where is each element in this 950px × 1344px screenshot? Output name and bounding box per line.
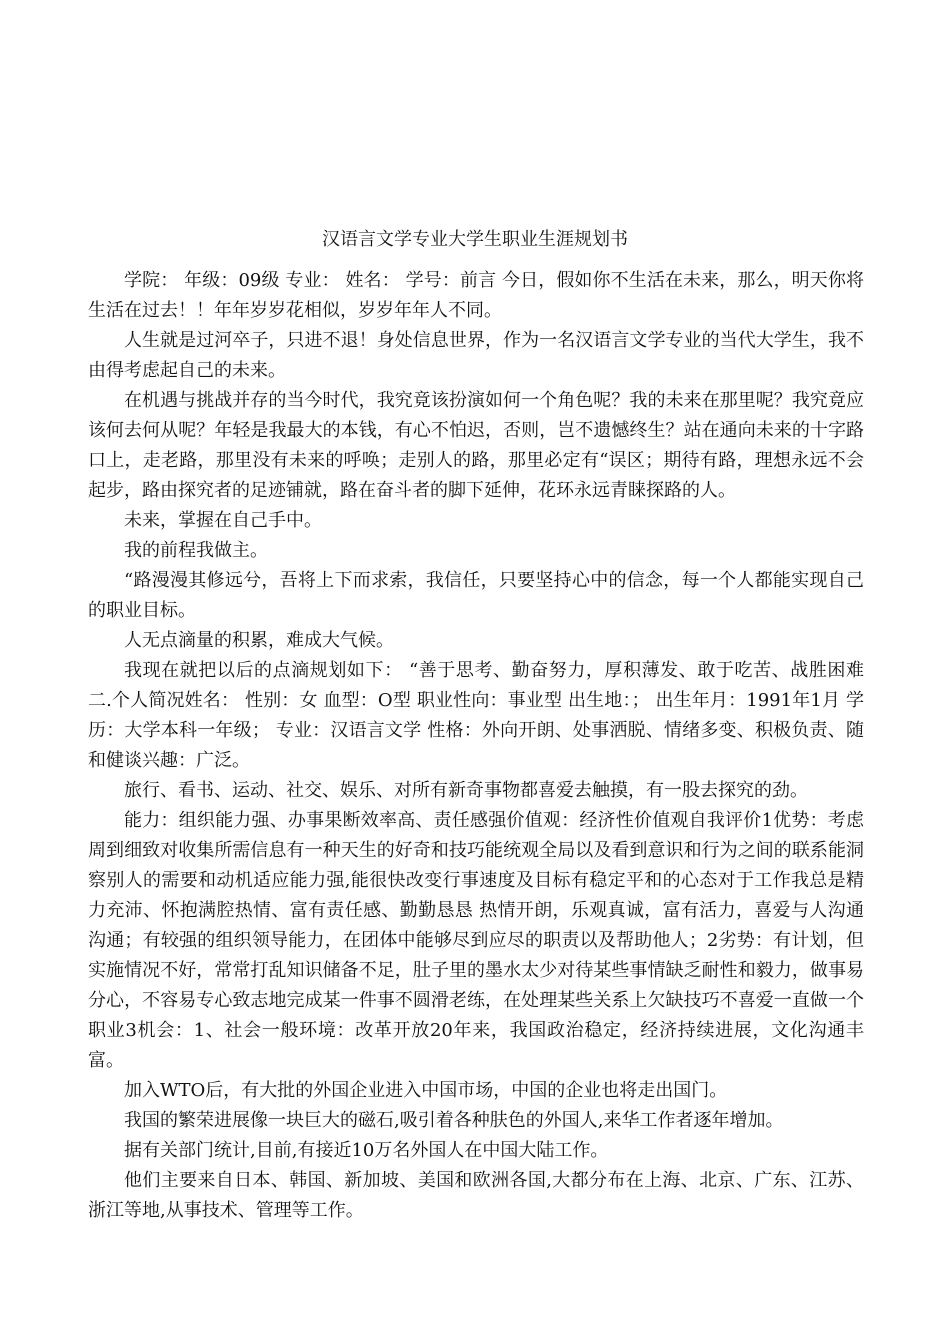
document-title: 汉语言文学专业大学生职业生涯规划书 [322, 229, 628, 250]
paragraph-prosperity: 我国的繁荣进展像一块巨大的磁石,吸引着各种肤色的外国人,来华工作者逐年增加。 [124, 1110, 784, 1131]
paragraph-intro: 学院： 年级：09级 专业： 姓名： 学号：前言 今日，假如你不生活在未来，那么，明天你将生活在过去！！年年岁岁花相似，岁岁年年人不同。 [88, 270, 864, 321]
paragraph-profile: 我现在就把以后的点滴规划如下： “善于思考、勤奋努力，厚积薄发、敢于吃苦、战胜困难二.个人简况姓名： 性别：女 血型：O型 职业性向：事业型 出生地：； 出生年月：1991年1月 学历：大学本科一年级； 专业：汉语言文学 性格：外向开朗、处事洒脱、情绪多变、积极负责、随和健谈兴趣：广泛。 [88, 660, 864, 771]
paragraph-opportunity: 在机遇与挑战并存的当今时代，我究竟该扮演如何一个角色呢？我的未来在那里呢？我究竟应该何去何从呢？年轻是我最大的本钱，有心不怕迟，否则，岂不遗憾终生？站在通向未来的十字路口上，走老路，那里没有未来的呼唤；走别人的路，那里必定有“误区；期待有路，理想永远不会起步，路由探究者的足迹铺就，路在奋斗者的脚下延伸，花环永远青睐探路的人。 [88, 390, 864, 501]
paragraph-wto: 加入WTO后，有大批的外国企业进入中国市场，中国的企业也将走出国门。 [124, 1080, 728, 1101]
paragraph-life: 人生就是过河卒子，只进不退！身处信息世界，作为一名汉语言文学专业的当代大学生，我不由得考虑起自己的未来。 [88, 330, 864, 381]
paragraph-hobbies: 旅行、看书、运动、社交、娱乐、对所有新奇事物都喜爱去触摸，有一股去探究的劲。 [124, 780, 808, 801]
paragraph-own-path: 我的前程我做主。 [124, 540, 268, 561]
paragraph-statistics: 据有关部门统计,目前,有接近10万名外国人在中国大陆工作。 [124, 1140, 609, 1161]
paragraph-origins: 他们主要来自日本、韩国、新加坡、美国和欧洲各国,大都分布在上海、北京、广东、江苏、浙江等地,从事技术、管理等工作。 [88, 1170, 864, 1221]
paragraph-quote: “路漫漫其修远兮，吾将上下而求索，我信任，只要坚持心中的信念，每一个人都能实现自己的职业目标。 [88, 570, 864, 621]
paragraph-future: 未来，掌握在自己手中。 [124, 510, 322, 531]
paragraph-abilities: 能力：组织能力强、办事果断效率高、责任感强价值观：经济性价值观自我评价1优势：考虑周到细致对收集所需信息有一种天生的好奇和技巧能统观全局以及看到意识和行为之间的联系能洞察别人的需要和动机适应能力强,能很快改变行事速度及目标有稳定平和的心态对于工作我总是精力充沛、怀抱满腔热情、富有责任感、勤勤恳恳 热情开朗，乐观真诚，富有活力，喜爱与人沟通沟通；有较强的组织领导能力，在团体中能够尽到应尽的职责以及帮助他人；2劣势：有计划，但实施情况不好，常常打乱知识储备不足，肚子里的墨水太少对待某些事情缺乏耐性和毅力，做事易分心，不容易专心致志地完成某一件事不圆滑老练，在处理某些关系上欠缺技巧不喜爱一直做一个职业3机会：1、社会一般环境：改革开放20年来，我国政治稳定，经济持续进展，文化沟通丰富。 [88, 810, 864, 1071]
document-body [88, 266, 864, 1226]
paragraph-accumulation: 人无点滴量的积累，难成大气候。 [124, 630, 394, 651]
